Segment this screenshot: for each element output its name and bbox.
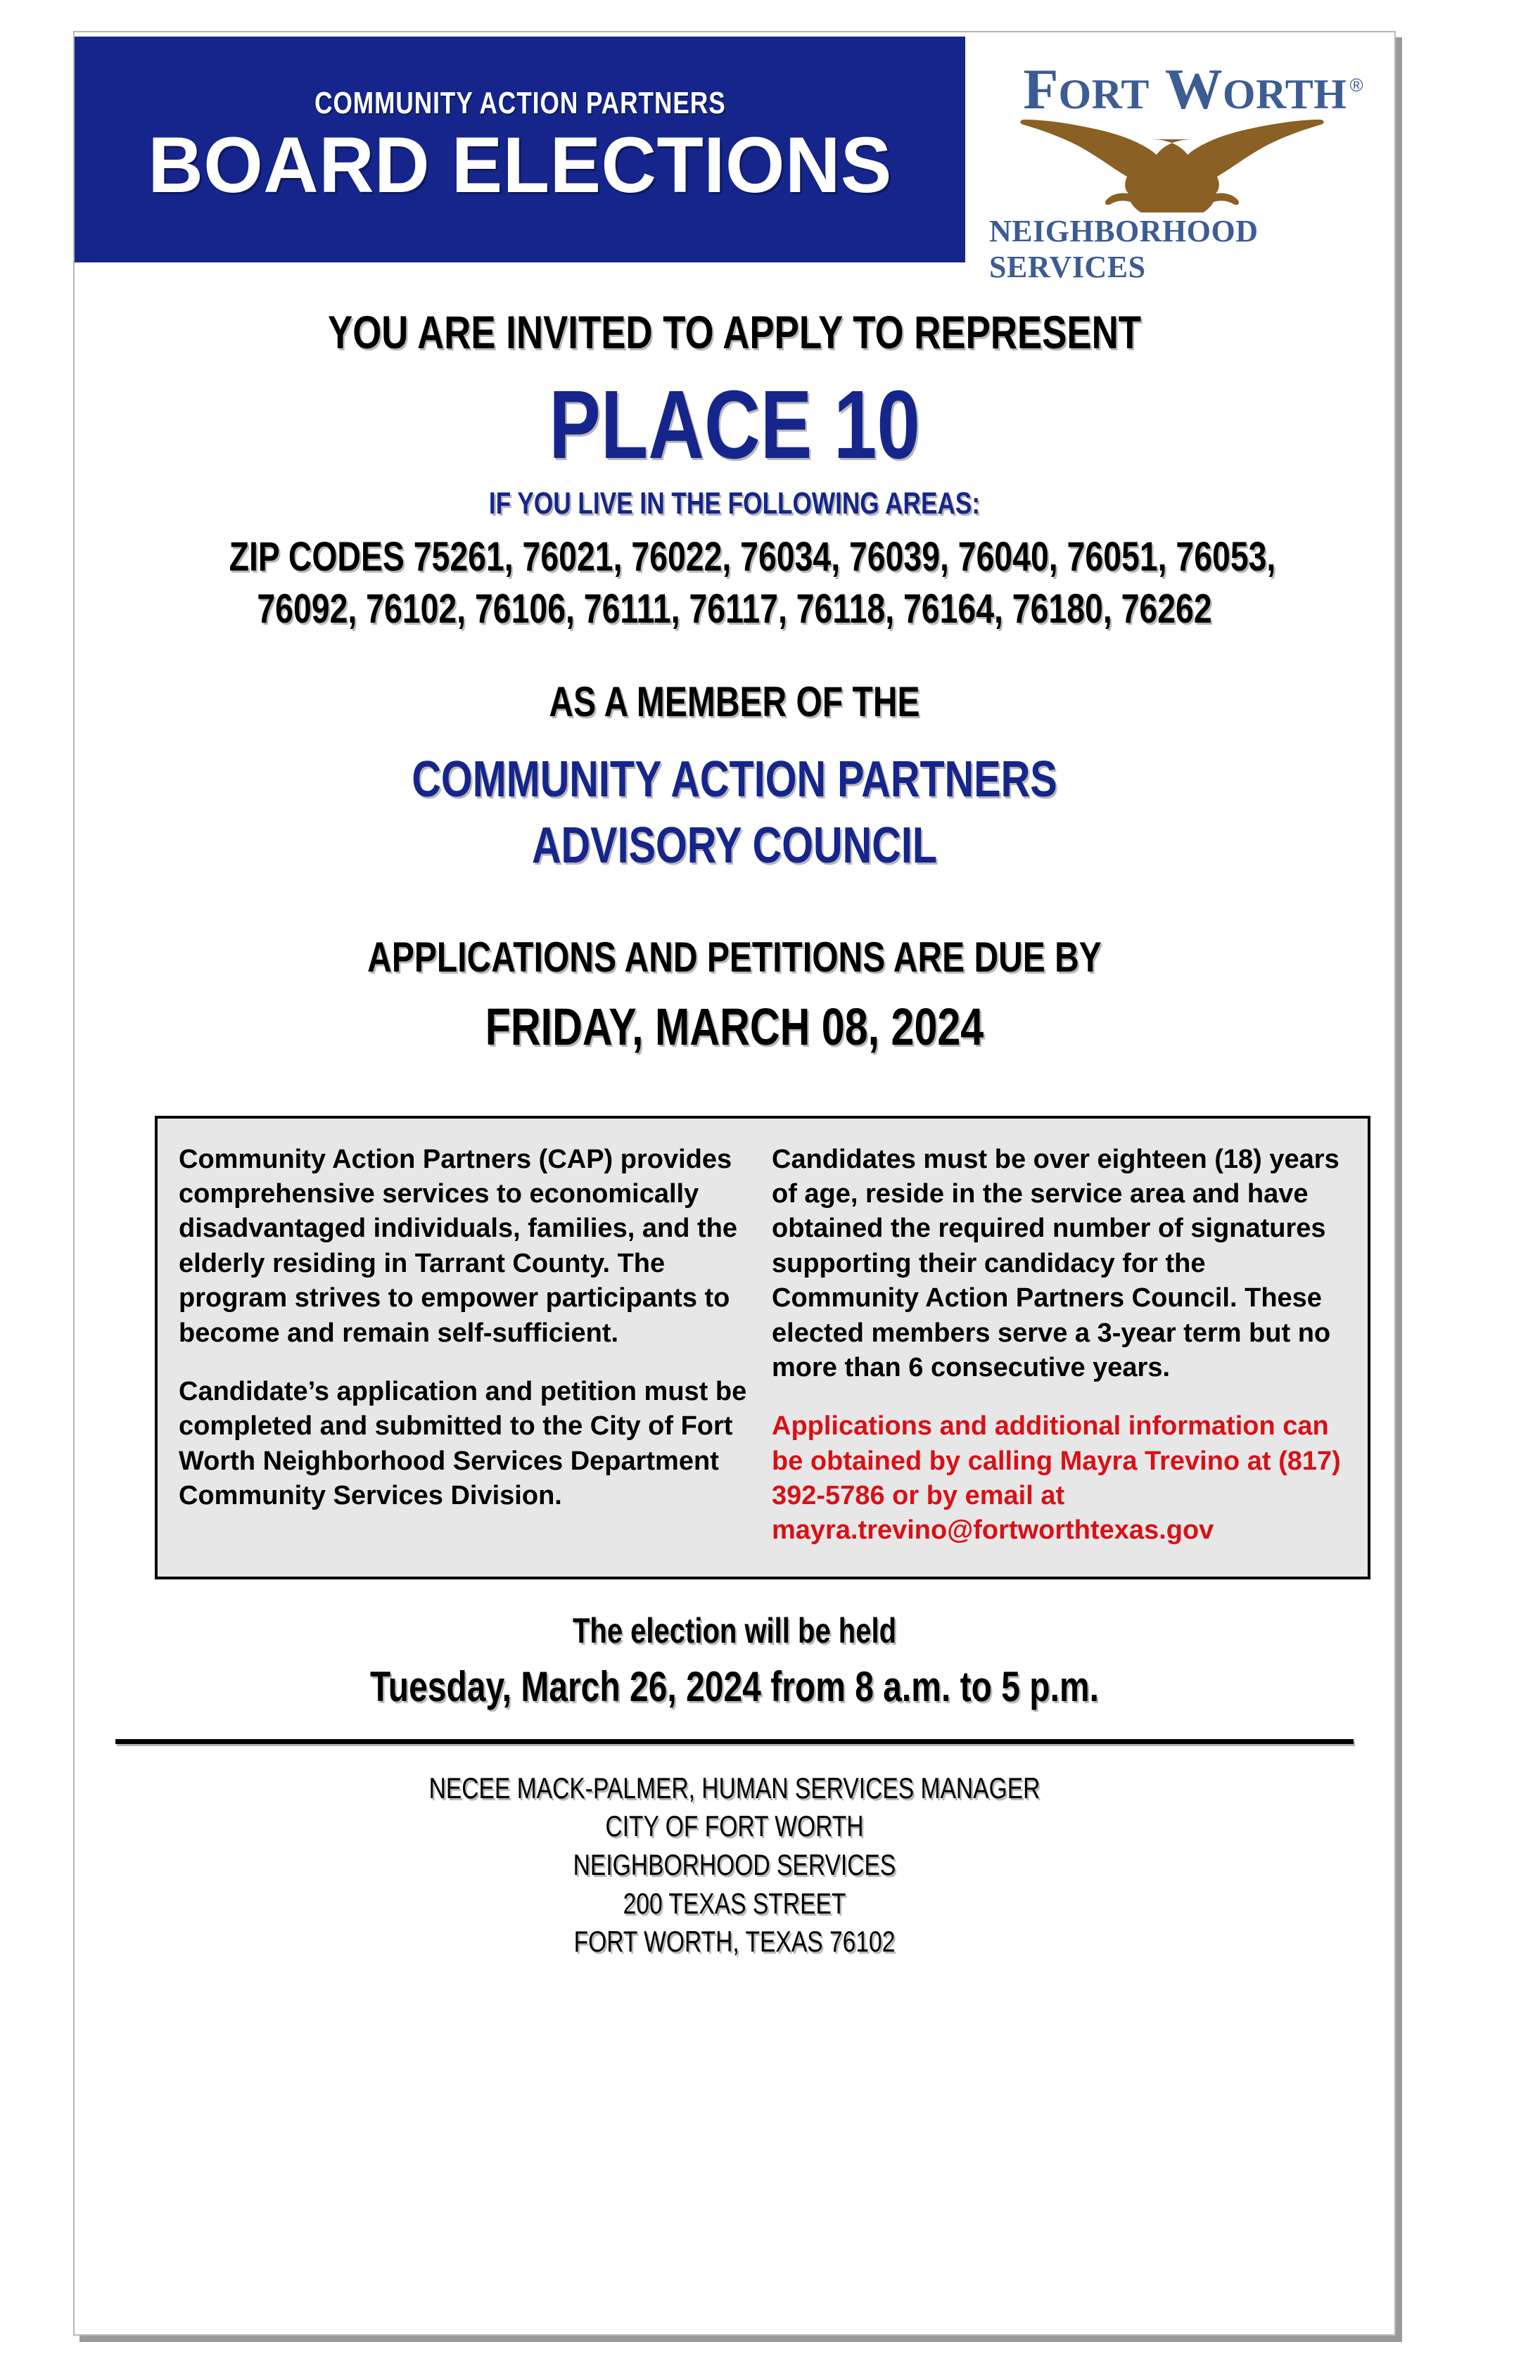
info-box-right-column [772,1143,1347,1548]
council-line-2: ADVISORY COUNCIL [531,817,938,874]
logo-word1-rest: ORT [1058,71,1150,117]
council-name [103,747,1366,879]
page-header [75,32,1394,284]
fort-worth-logo [989,45,1397,284]
info-box-left-column [179,1143,753,1548]
footer-line-1: NECEE MACK-PALMER, HUMAN SERVICES MANAGER [428,1771,1041,1805]
due-label: APPLICATIONS AND PETITIONS ARE DUE BY [367,933,1102,981]
as-member-line: AS A MEMBER OF THE [549,678,920,726]
election-details [75,1610,1394,1711]
logo-wordmark [1023,57,1363,121]
logo-word2-rest: ORTH [1222,71,1347,117]
info-left-paragraph-1: Community Action Partners (CAP) provides comprehensive services to economically disadvantaged individuals, families, and the elderly residing in Tarrant County. The program strives to empower participants to become and remain self-sufficient. [179,1144,737,1348]
logo-subtitle: NEIGHBORHOOD SERVICES [989,214,1259,284]
election-line-1: The election will be held [572,1610,897,1650]
flyer-page [73,31,1396,2336]
zip-line-2: 76092, 76102, 76106, 76111, 76117, 76118, 76164, 76180, 76262 [257,586,1212,632]
footer-line-3: NEIGHBORHOOD SERVICES [573,1848,896,1882]
logo-word1-cap: F [1023,57,1059,121]
banner-kicker: COMMUNITY ACTION PARTNERS [314,86,726,121]
areas-intro: IF YOU LIVE IN THE FOLLOWING AREAS: [488,485,981,521]
board-elections-banner [75,37,965,262]
longhorn-steer-icon [1017,114,1369,216]
footer-line-2: CITY OF FORT WORTH [605,1809,864,1843]
footer-address-block [75,1769,1394,1961]
registered-trademark-icon: ® [1349,75,1363,96]
zip-line-1: ZIP CODES 75261, 76021, 76022, 76034, 76039, 76040, 76051, 76053, [229,533,1276,580]
invitation-line: YOU ARE INVITED TO APPLY TO REPRESENT [328,306,1141,358]
info-right-paragraph-1: Candidates must be over eighteen (18) years of age, reside in the service area and have obtained the required number of signatures supporting their candidacy for the Community Action Partners Council. These elected members serve a 3-year term but no more than 6 consecutive years. [772,1144,1339,1382]
flyer-body [75,305,1394,1057]
due-date: FRIDAY, MARCH 08, 2024 [485,997,984,1056]
contact-info-paragraph: Applications and additional information can be obtained by calling Mayra Trevino at (817) 392-5786 or by email at mayra.trevino@fortworthtexas.gov [772,1411,1341,1546]
footer-line-5: FORT WORTH, TEXAS 76102 [573,1925,896,1959]
footer-divider [115,1739,1354,1744]
place-title: PLACE 10 [549,371,920,479]
info-box [155,1116,1370,1579]
info-left-paragraph-2: Candidate’s application and petition must be completed and submitted to the City of Fort Worth Neighborhood Services Department Community Services Division. [179,1376,747,1511]
council-line-1: COMMUNITY ACTION PARTNERS [412,751,1057,808]
banner-title: BOARD ELECTIONS [148,121,892,210]
footer-line-4: 200 TEXAS STREET [623,1886,846,1920]
logo-word2-cap: W [1164,57,1223,121]
election-line-2: Tuesday, March 26, 2024 from 8 a.m. to 5 p.m. [370,1662,1099,1710]
zip-code-list [103,531,1366,635]
